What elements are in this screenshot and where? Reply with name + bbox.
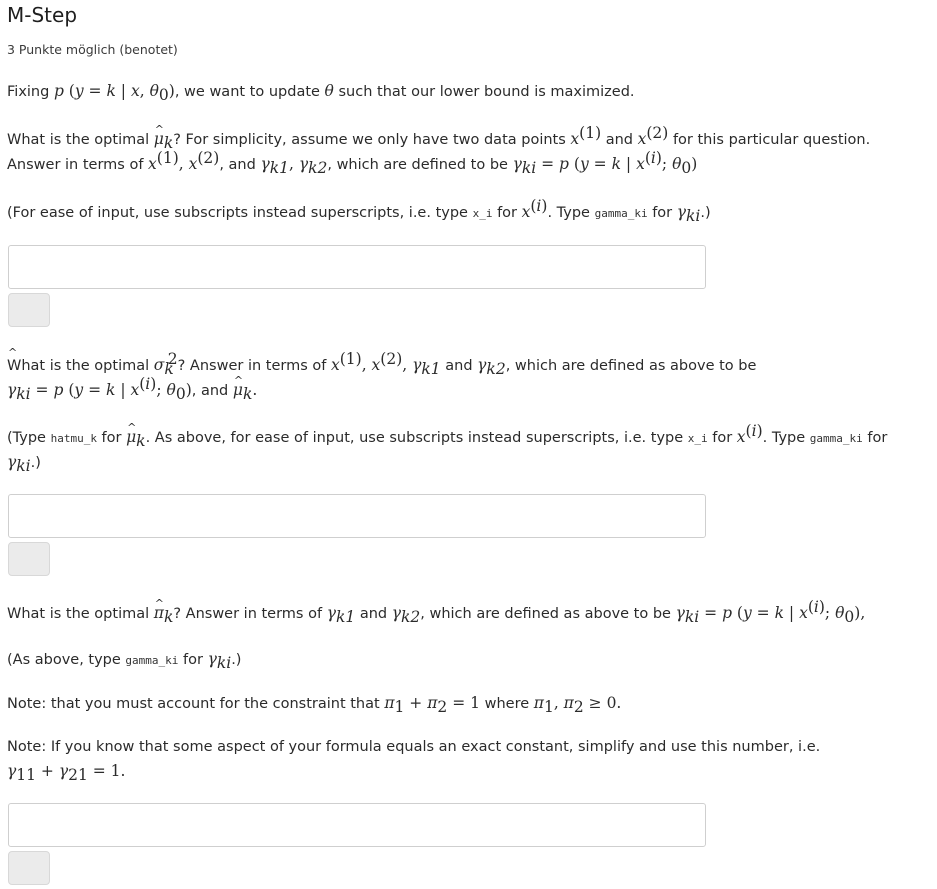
q1-note: (For ease of input, use subscripts instead superscripts, i.e. type x_i for $x^{(i)}$. Type gamma_ki for $\gamma_{ki}$.) [7,197,711,225]
q1-line2: Answer in terms of $x^{(1)}$, $x^{(2)}$, and $\gamma_{k1}$, $\gamma_{k2}$, which are defined to be $\gamma_{ki} = p$ (y = k | $x^{(i)}$; $\theta_0$) [7,149,698,177]
intro-text: Fixing p (y = k | x, $\theta_0$), we want to update θ such that our lower bound is maximized. [7,82,635,104]
q3-note1: (As above, type gamma_ki for $\gamma_{ki}$.) [7,650,242,672]
q3-note3-cont: $\gamma_{11} + \gamma_{21} = 1$. [7,762,126,784]
q3-line1: What is the optimal ^ $\pi_k$? Answer in terms of $\gamma_{k1}$ and $\gamma_{k2}$, which are defined as above to be $\gamma_{ki} = p$ (y = k | $x^{(i)}$; $\theta_0$), [7,604,865,622]
q2-submit-button[interactable] [8,542,50,576]
q1-line1: What is the optimal ^ $\mu_k$? For simplicity, assume we only have two data points $x^{(1)}$ and $x^{(2)}$ for this particular question. [7,130,870,148]
q3-note2: Note: that you must account for the constraint that $\pi_1 + \pi_2 = 1$ where $\pi_1$, $\pi_2 \ge 0$. [7,694,622,716]
q2-note: (Type hatmu_k for ^ $\mu_k$. As above, for ease of input, use subscripts instead superscripts, i.e. type x_i for $x^{(i)}$. Type gamma_ki for [7,428,887,446]
q2-line1: What is the optimal ^ $\sigma_k^2$? Answer in terms of $x^{(1)}$, $x^{(2)}$, $\gamma_{k1}$ and $\gamma_{k2}$, which are defined as above to be [7,356,756,374]
q2-answer-input[interactable] [8,494,706,538]
points-label: 3 Punkte möglich (benotet) [7,42,178,57]
question-title: M-Step [7,3,78,27]
q3-submit-button[interactable] [8,851,50,885]
q2-note-cont: $\gamma_{ki}$.) [7,453,41,475]
q2-line2: $\gamma_{ki} = p$ (y = k | $x^{(i)}$; $\theta_0$), and ^ $\mu_k$. [7,381,257,399]
q3-answer-input[interactable] [8,803,706,847]
q1-submit-button[interactable] [8,293,50,327]
q1-answer-input[interactable] [8,245,706,289]
q3-note3: Note: If you know that some aspect of your formula equals an exact constant, simplify and use this number, i.e. [7,739,821,755]
